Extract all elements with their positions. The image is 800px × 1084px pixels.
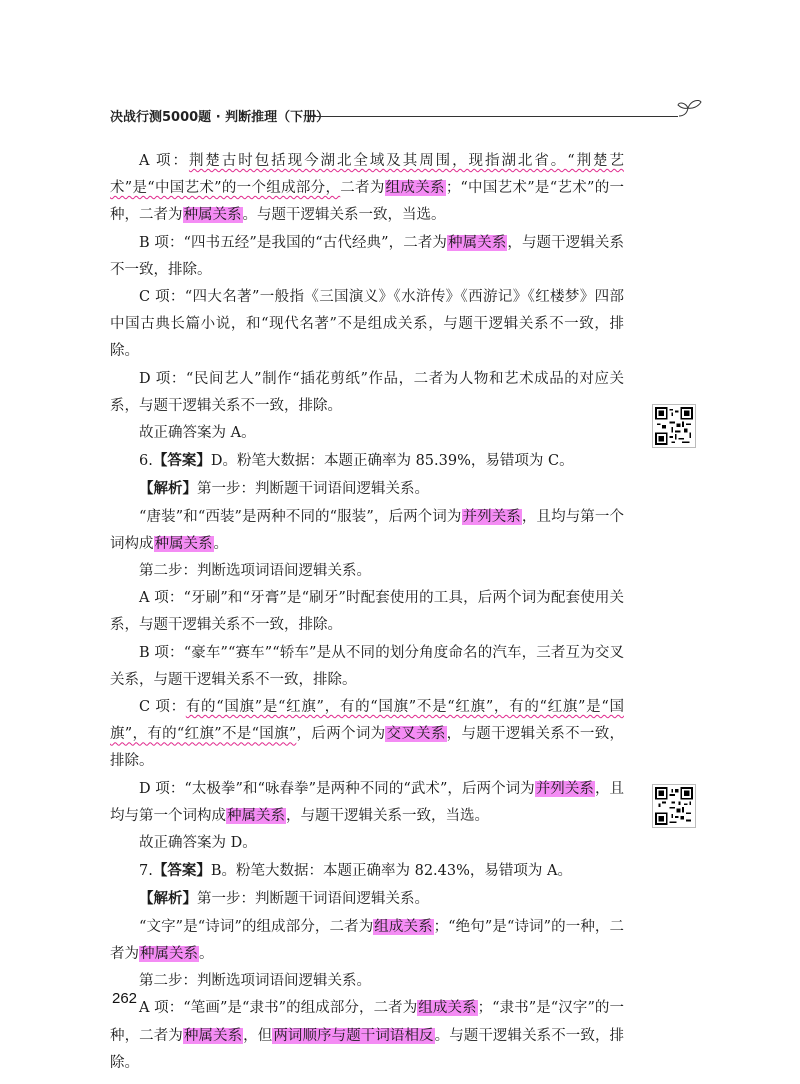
option-a-analysis-q5: A 项：荆楚古时包括现今湖北全域及其周围，现指湖北省。“荆楚艺术”是“中国艺术”的一个组成部分，二者为组成关系；“中国艺术”是“艺术”的一种，二者为种属关系。与题干逻辑关系一致，当选。 xyxy=(110,153,625,224)
analysis-step1-q7: 【解析】第一步：判断题干词语间逻辑关系。 xyxy=(139,890,429,908)
option-c-analysis-q5: C 项：“四大名著”一般指《三国演义》《水浒传》《西游记》《红楼梦》四部中国古典长篇小说，和“现代名著”不是组成关系，与题干逻辑关系不一致，排除。 xyxy=(110,289,624,360)
highlight-term: 种属关系 xyxy=(140,945,198,962)
book-title: 决战行测5000题 · 判断推理（下册） xyxy=(110,110,330,125)
highlight-term: 并列关系 xyxy=(535,780,594,797)
option-d-analysis-q6: D 项：“太极拳”和“咏春拳”是两种不同的“武术”，后两个词为并列关系，且均与第一个词构成种属关系，与题干逻辑关系一致，当选。 xyxy=(110,780,625,824)
page-header xyxy=(110,104,710,130)
sprout-icon xyxy=(675,96,705,120)
option-b-analysis-q6: B 项：“豪车”“赛车”“轿车”是从不同的划分角度命名的汽车，三者互为交叉关系，与题干逻辑关系不一致，排除。 xyxy=(110,644,624,688)
analysis-step1-q6: 【解析】第一步：判断题干词语间逻辑关系。 xyxy=(139,480,429,498)
option-a-analysis-q7: A 项：“笔画”是“隶书”的组成部分，二者为组成关系；“隶书”是“汉字”的一种，二者为种属关系，但两词顺序与题干词语相反。与题干逻辑关系不一致，排除。 xyxy=(110,1000,625,1071)
highlight-term: 组成关系 xyxy=(418,1000,477,1017)
option-d-analysis-q5: D 项：“民间艺人”制作“插花剪纸”作品，二者为人物和艺术成品的对应关系，与题干逻辑关系不一致，排除。 xyxy=(110,370,624,414)
answer-line-q7: 7.【答案】B。粉笔大数据：本题正确率为 82.43%，易错项为 A。 xyxy=(139,862,572,880)
highlight-term: 并列关系 xyxy=(462,508,521,525)
highlight-term: 种属关系 xyxy=(183,207,242,224)
highlight-term: 交叉关系 xyxy=(386,726,446,743)
highlight-term: 组成关系 xyxy=(374,918,433,935)
highlight-term: 种属关系 xyxy=(227,807,285,824)
header-rule xyxy=(308,116,678,117)
page-number: 262 xyxy=(112,990,138,1007)
qr-code-icon[interactable] xyxy=(652,784,696,828)
answer-line-q6: 6.【答案】D。粉笔大数据：本题正确率为 85.39%，易错项为 C。 xyxy=(139,452,574,470)
qr-code-icon[interactable] xyxy=(652,404,696,448)
highlight-term: 种属关系 xyxy=(448,234,507,251)
stem-relation-q6: “唐装”和“西装”是两种不同的“服装”，后两个词为并列关系，且均与第一个词构成种属关系。 xyxy=(110,508,625,552)
answer-explanation-body xyxy=(110,148,624,1077)
conclusion-q6: 故正确答案为 D。 xyxy=(139,835,257,852)
highlight-term: 组成关系 xyxy=(385,180,445,197)
analysis-step2-q7: 第二步：判断选项词语间逻辑关系。 xyxy=(139,973,371,990)
highlight-term: 两词顺序与题干词语相反 xyxy=(273,1027,434,1044)
highlight-term: 种属关系 xyxy=(154,535,213,552)
highlight-term: 种属关系 xyxy=(183,1027,243,1044)
option-a-analysis-q6: A 项：“牙刷”和“牙膏”是“刷牙”时配套使用的工具，后两个词为配套使用关系，与题干逻辑关系不一致，排除。 xyxy=(110,590,624,634)
conclusion-q5: 故正确答案为 A。 xyxy=(139,425,256,442)
analysis-step2-q6: 第二步：判断选项词语间逻辑关系。 xyxy=(139,563,371,580)
option-b-analysis-q5: B 项：“四书五经”是我国的“古代经典”，二者为种属关系，与题干逻辑关系不一致，排除。 xyxy=(110,234,625,278)
option-c-analysis-q6: C 项：有的“国旗”是“红旗”，有的“国旗”不是“红旗”，有的“红旗”是“国旗”，有的“红旗”不是“国旗”，后两个词为交叉关系，与题干逻辑关系不一致，排除。 xyxy=(110,699,624,770)
stem-relation-q7: “文字”是“诗词”的组成部分，二者为组成关系；“绝句”是“诗词”的一种，二者为种属关系。 xyxy=(110,918,625,962)
